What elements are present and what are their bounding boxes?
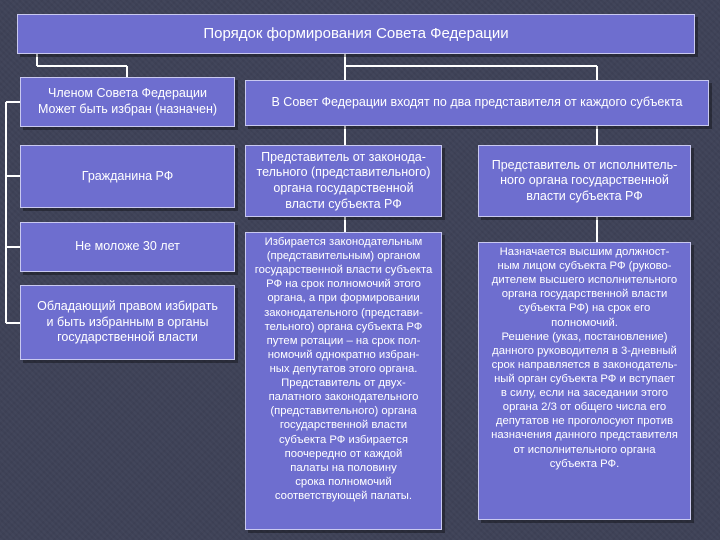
age-requirement-box (20, 222, 235, 272)
member-eligibility-text: Членом Совета Федерации Может быть избран (назначен) (37, 86, 218, 116)
executive-procedure-text: Назначается высшим должност- ным лицом субъекта РФ (руково- дителем высшего исполнительного органа государственной власти субъекта РФ) на срок его полномочий. Решение (указ, постановление) данного руководителя в 3-дневный срок направляется в законодатель- ный орган субъекта РФ и вступает в силу, если на заседании этого органа 2/3 от общего числа его депутатов не проголосуют против назначения данного представителя от исполнительного органа субъекта РФ. (491, 246, 678, 470)
voting-rights-text: Обладающий правом избирать и быть избранным в органы государственной власти (37, 299, 218, 345)
voting-rights-box (20, 285, 235, 360)
executive-procedure-box (478, 242, 691, 520)
composition-box (245, 80, 709, 126)
age-requirement-text: Не моложе 30 лет (75, 239, 180, 254)
executive-representative-text: Представитель от исполнитель- ного органа государственной власти субъекта РФ (491, 157, 678, 203)
member-eligibility-box (20, 77, 235, 127)
citizenship-box (20, 145, 235, 208)
legislative-procedure-text: Избирается законодательным (представительным) органом государственной власти субъекта РФ на срок полномочий этого органа, а при формировании законодательного (представи- тельного) органа субъекта РФ путем ротации – на срок пол- номочий однократно избран- ных депутатов этого органа. Представитель от двух- палатного законодательного (представительного) органа государственной власти субъекта РФ избирается поочередно от каждой палаты на половину срока полномочий соответствующей палаты. (254, 236, 433, 502)
legislative-procedure-box (245, 232, 442, 530)
diagram-title-text: Порядок формирования Совета Федерации (203, 24, 509, 42)
composition-text: В Совет Федерации входят по два представителя от каждого субъекта (271, 95, 683, 110)
citizenship-text: Гражданина РФ (81, 168, 174, 183)
diagram-title (17, 14, 695, 54)
executive-representative-box (478, 145, 691, 217)
legislative-representative-text: Представитель от законода- тельного (представительного) органа государственной власти субъекта РФ (256, 149, 431, 211)
legislative-representative-box (245, 145, 442, 217)
